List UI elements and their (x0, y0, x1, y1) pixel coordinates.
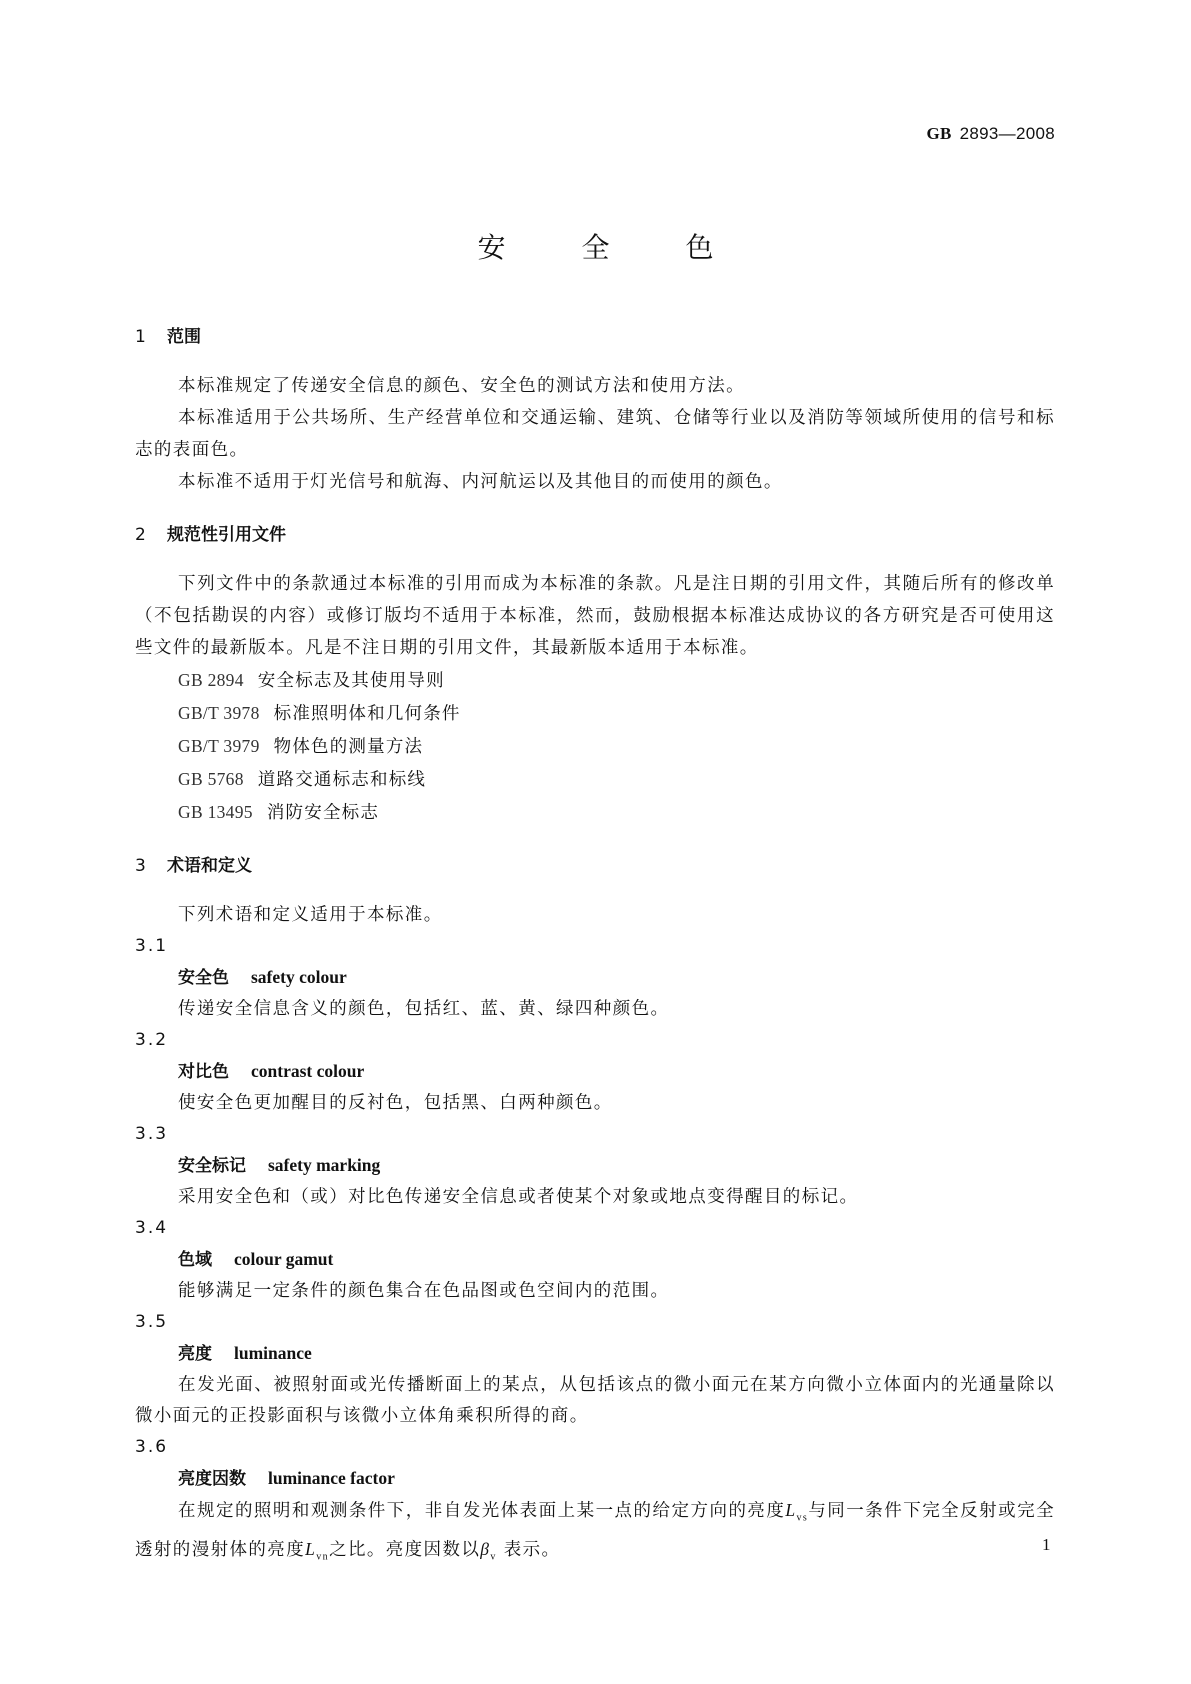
section-title: 范围 (167, 327, 201, 347)
reference-title: 消防安全标志 (266, 803, 380, 823)
section-heading-normative-references (135, 520, 1055, 550)
term-heading (135, 1244, 1055, 1276)
title-char: 色 (685, 231, 714, 264)
reference-code: GB 5768 (178, 769, 244, 789)
term-en: contrast colour (251, 1061, 365, 1081)
reference-title: 道路交通标志和标线 (257, 770, 427, 790)
standard-number (926, 124, 1055, 144)
standard-prefix: GB (926, 124, 952, 143)
term-definition: 能够满足一定条件的颜色集合在色品图或色空间内的范围。 (178, 1281, 670, 1301)
term-en: safety colour (251, 967, 347, 987)
paragraph: 下列术语和定义适用于本标准。 (178, 905, 443, 925)
reference-code: GB 13495 (178, 802, 253, 822)
term-number: 3.2 (135, 1030, 169, 1050)
paragraph: 本标准不适用于灯光信号和航海、内河航运以及其他目的而使用的颜色。 (178, 472, 783, 492)
term-heading (135, 1338, 1055, 1370)
term-heading (135, 1056, 1055, 1088)
term-zh: 对比色 (178, 1062, 229, 1082)
symbol: L (785, 1500, 797, 1520)
term-definition (135, 1495, 1055, 1572)
reference-code: GB 2894 (178, 670, 244, 690)
reference-item (135, 697, 1055, 730)
term-definition: 传递安全信息含义的颜色，包括红、蓝、黄、绿四种颜色。 (178, 999, 670, 1019)
section-title: 规范性引用文件 (167, 525, 286, 545)
symbol: L (305, 1538, 317, 1559)
paragraph: 下列文件中的条款通过本标准的引用而成为本标准的条款。凡是注日期的引用文件，其随后所有的修改单（不包括勘误的内容）或修订版均不适用于本标准，然而，鼓励根据本标准达成协议的各方研究是否可使用这些文件的最新版本。凡是不注日期的引用文件，其最新版本适用于本标准。 (135, 574, 1055, 658)
reference-title: 安全标志及其使用导则 (257, 671, 445, 691)
term-heading (135, 1150, 1055, 1182)
reference-code: GB/T 3978 (178, 703, 260, 723)
section-number: 3 (135, 856, 146, 876)
term-zh: 亮度 (178, 1344, 212, 1364)
subscript: vn (316, 1551, 330, 1562)
reference-code: GB/T 3979 (178, 736, 260, 756)
reference-item (135, 763, 1055, 796)
term-en: colour gamut (234, 1249, 334, 1269)
reference-item (135, 664, 1055, 697)
section-title: 术语和定义 (167, 856, 252, 876)
term-heading (135, 1463, 1055, 1495)
term-zh: 安全色 (178, 968, 229, 988)
reference-item (135, 796, 1055, 829)
term-definition: 采用安全色和（或）对比色传递安全信息或者使某个对象或地点变得醒目的标记。 (178, 1187, 859, 1207)
term-definition: 使安全色更加醒目的反衬色，包括黑、白两种颜色。 (178, 1093, 613, 1113)
definition-text: 之比。亮度因数以 (329, 1539, 481, 1560)
term-zh: 色域 (178, 1250, 212, 1270)
symbol: β (480, 1538, 491, 1559)
reference-title: 标准照明体和几何条件 (273, 704, 461, 724)
luminance-symbol-lvn (305, 1538, 330, 1562)
section-heading-scope (135, 322, 1055, 352)
term-number: 3.5 (135, 1312, 169, 1332)
term-en: luminance (234, 1343, 312, 1363)
term-heading (135, 962, 1055, 994)
reference-title: 物体色的测量方法 (273, 737, 424, 757)
term-zh: 安全标记 (178, 1156, 246, 1176)
paragraph: 本标准规定了传递安全信息的颜色、安全色的测试方法和使用方法。 (178, 376, 745, 396)
term-zh: 亮度因数 (178, 1469, 246, 1489)
subscript: v (490, 1551, 497, 1562)
standard-code: 2893—2008 (959, 124, 1055, 143)
definition-text: 与同一条件下完全反射或完全透射的漫射体的亮度 (135, 1501, 1055, 1560)
term-number: 3.4 (135, 1218, 169, 1238)
section-number: 2 (135, 525, 146, 545)
section-heading-terms-definitions (135, 851, 1055, 881)
definition-text: 表示。 (496, 1539, 561, 1560)
page-number: 1 (1042, 1535, 1051, 1554)
section-number: 1 (135, 327, 146, 347)
definition-text: 在规定的照明和观测条件下，非自发光体表面上某一点的给定方向的亮度 (178, 1501, 786, 1521)
term-definition: 在发光面、被照射面或光传播断面上的某点，从包括该点的微小面元在某方向微小立体面内的光通量除以微小面元的正投影面积与该微小立体角乘积所得的商。 (135, 1375, 1055, 1426)
term-en: luminance factor (268, 1468, 395, 1488)
luminance-factor-symbol (480, 1538, 497, 1562)
term-en: safety marking (268, 1155, 381, 1175)
title-char: 全 (581, 231, 610, 264)
document-body (135, 322, 1055, 1572)
subscript: vs (796, 1512, 809, 1524)
title-char: 安 (477, 231, 506, 264)
term-number: 3.6 (135, 1437, 169, 1457)
document-title (0, 226, 1191, 266)
term-number: 3.1 (135, 936, 169, 956)
paragraph: 本标准适用于公共场所、生产经营单位和交通运输、建筑、仓储等行业以及消防等领域所使用的信号和标志的表面色。 (135, 408, 1055, 460)
term-number: 3.3 (135, 1124, 169, 1144)
reference-item (135, 730, 1055, 763)
luminance-symbol-lvs (785, 1500, 809, 1524)
